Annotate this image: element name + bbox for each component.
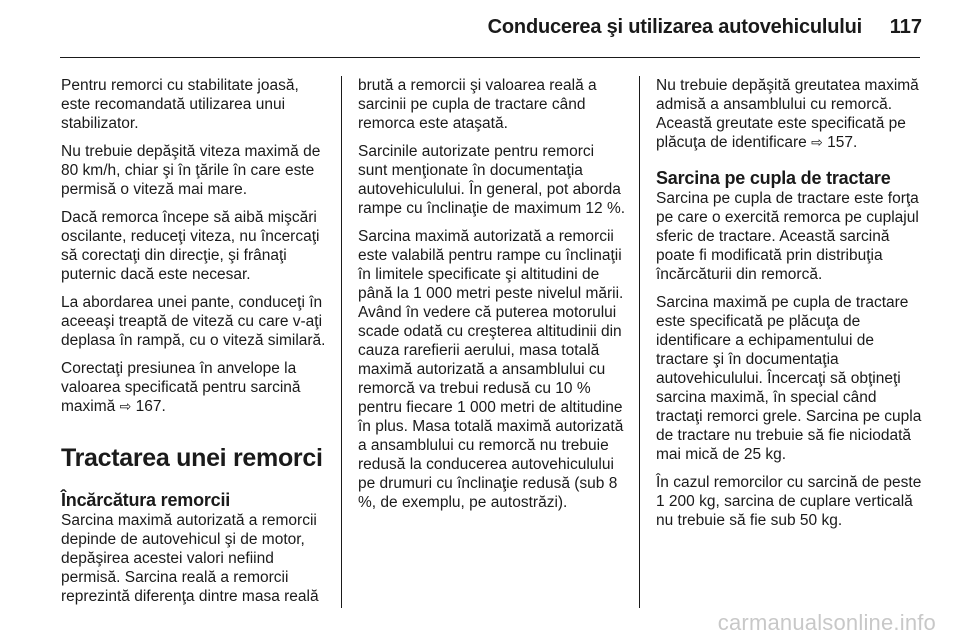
header-divider — [60, 57, 920, 58]
paragraph: Nu trebuie depăşită viteza maximă de 80 km/h, chiar şi în ţările în care este permisă o viteză mai mare. — [61, 143, 321, 198]
page-reference-arrow-icon: ⇨ — [811, 134, 823, 150]
page-reference-link[interactable]: 157. — [827, 134, 858, 151]
column-divider — [341, 76, 342, 608]
paragraph: Dacă remorca începe să aibă mişcări oscilante, reduceţi viteza, nu încercaţi să corectaţi din direcţie, şi frânaţi puternic dacă este necesar. — [61, 209, 320, 283]
section-heading: Tractarea unei remorci — [61, 444, 323, 472]
paragraph: Pentru remorci cu stabilitate joasă, este recomandată utilizarea unui stabilizator. — [61, 77, 299, 132]
paragraph: Sarcina maximă autorizată a remorcii este valabilă pentru rampe cu înclinaţii în limitele specificate şi altitudini de până la 1 000 metri peste nivelul mării. Având în vedere că puterea motorului scade odată cu creşterea altitudinii din cauza rarefierii aerului, masa totală maximă autorizată a ansamblului cu remorcă va trebui redusă cu 10 % pentru fiecare 1 000 metri de altitudine în plus. Masa totală maximă autorizată a ansamblului cu remorcă nu trebuie redusă la conducerea autovehiculului pe drumuri cu înclinaţie redusă (sub 8 %, de exemplu, pe autostrăzi). — [358, 228, 624, 511]
column-3 — [656, 76, 924, 539]
page-number: 117 — [889, 16, 922, 38]
column-divider — [639, 76, 640, 608]
page-reference-link[interactable]: 167. — [135, 398, 166, 415]
paragraph: Sarcina pe cupla de tractare este forţa pe care o exercită remorca pe cuplajul sferic de tractare. Această sarcină poate fi modificată prin distribuţia încărcăturii din remorcă. — [656, 190, 919, 283]
column-2 — [358, 76, 626, 521]
column-1 — [61, 76, 329, 615]
paragraph-text: Corectaţi presiunea în anvelope la valoarea specificată pentru sarcină maximă — [61, 360, 301, 415]
paragraph — [61, 359, 329, 416]
paragraph — [656, 76, 924, 152]
paragraph: Sarcinile autorizate pentru remorci sunt menţionate în documentaţia autovehiculului. În general, pot aborda rampe cu înclinaţie de maximum 12 %. — [358, 143, 626, 217]
paragraph: Sarcina maximă pe cupla de tractare este specificată pe plăcuţa de identificare a echipamentului de tractare şi în documentaţia autovehiculului. Încercaţi să obţineţi sarcina maximă, în special când tractaţi remorci grele. Sarcina pe cupla de tractare nu trebuie să fie niciodată mai mică de 25 kg. — [656, 294, 922, 463]
watermark: carmanualsonline.info — [717, 610, 936, 635]
page-header — [0, 0, 960, 48]
paragraph: În cazul remorcilor cu sarcină de peste 1 200 kg, sarcina de cuplare verticală nu trebuie să fie sub 50 kg. — [656, 474, 922, 529]
paragraph: Sarcina maximă autorizată a remorcii depinde de autovehicul şi de motor, depăşirea acestei valori nefiind permisă. Sarcina reală a remorcii reprezintă diferenţa dintre masa reală — [61, 512, 319, 605]
header-title: Conducerea şi utilizarea autovehiculului — [487, 16, 862, 38]
paragraph-text: Nu trebuie depăşită greutatea maximă admisă a ansamblului cu remorcă. Această greutate este specificată pe plăcuţa de identificare — [656, 77, 919, 151]
subsection-heading: Încărcătura remorcii — [61, 490, 231, 510]
subsection-heading: Sarcina pe cupla de tractare — [656, 168, 891, 188]
paragraph: brută a remorcii şi valoarea reală a sarcinii pe cupla de tractare când remorca este ataşată. — [358, 77, 597, 132]
page-reference-arrow-icon: ⇨ — [119, 398, 132, 414]
paragraph: La abordarea unei pante, conduceţi în aceeaşi treaptă de viteză cu care v-aţi deplasa în rampă, cu o viteză similară. — [61, 294, 326, 349]
